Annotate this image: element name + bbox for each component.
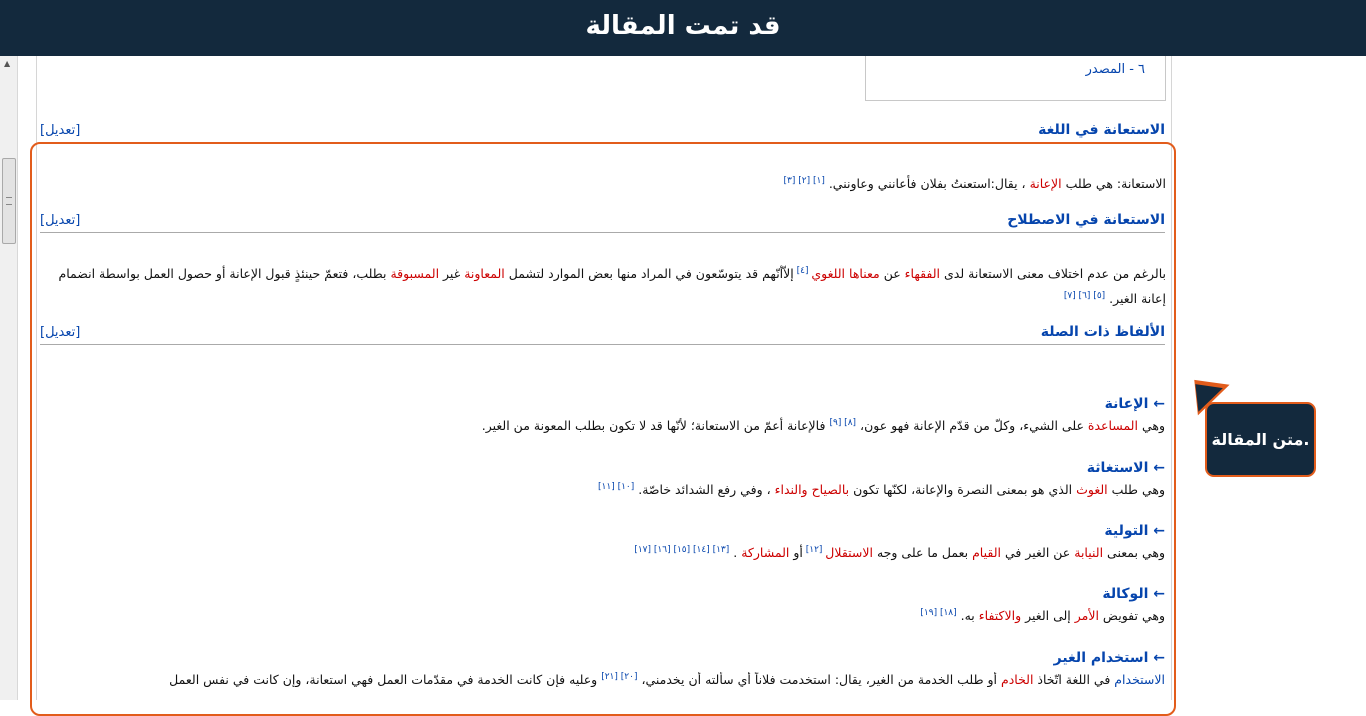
ref-links[interactable]: [٥] [٦] [٧] (1063, 291, 1106, 302)
link-qiyam[interactable]: القيام (972, 545, 1001, 561)
ref-links[interactable]: [١٨] [١٩] (920, 608, 957, 618)
link-muawana[interactable]: المعاونة (464, 266, 505, 282)
edit-link-lugha[interactable]: [تعديل] (40, 123, 81, 138)
term-title-iana[interactable]: ← الإعانة (1104, 396, 1165, 412)
link-fuqaha[interactable]: الفقهاء (904, 266, 941, 282)
link-niyaba[interactable]: النيابة (1074, 545, 1104, 561)
table-of-contents (865, 56, 1166, 101)
banner-title: قد تمت المقالة (585, 11, 781, 41)
link-iana[interactable]: الإعانة (1029, 176, 1062, 192)
ref-links[interactable]: [١] [٢] [٣] (783, 176, 825, 186)
section-heading-istilah (40, 212, 1165, 233)
callout-label: متن المقالة. (1211, 430, 1310, 449)
ref-link[interactable]: [٤] (793, 266, 812, 276)
section-title-istilah: الاستعانة في الاصطلاح (1007, 212, 1165, 228)
article-content-frame (36, 56, 1172, 700)
term-def-wakala: وهي تفويض الأمر إلى الغير والاكتفاء به. [١٨] [١٩] (920, 608, 1165, 624)
term-title-wakala[interactable]: ← الوكالة (1102, 586, 1165, 602)
toc-item-source[interactable]: ٦ - المصدر (1085, 62, 1145, 77)
link-khadim[interactable]: الخادم (1000, 672, 1034, 688)
scrollbar-thumb[interactable] (2, 158, 16, 244)
link-siyah[interactable]: بالصياح والنداء (774, 482, 850, 498)
link-iktifa[interactable]: والاكتفاء (978, 608, 1022, 624)
ref-links[interactable]: [٨] [٩] (829, 418, 857, 428)
link-ghawth[interactable]: الغوث (1076, 482, 1108, 498)
edit-link-alfaz[interactable]: [تعديل] (40, 325, 81, 340)
term-def-tawliya: وهي بمعنى النيابة عن الغير في القيام بعمل ما على وجه الاستقلال [١٢] أو المشاركة . [١٣] [١٤] [١٥] [١٦] [١٧] (634, 545, 1165, 561)
ref-links[interactable]: [٢٠] [٢١] (601, 672, 638, 682)
link-istiqlal[interactable]: الاستقلال (825, 545, 873, 561)
section-heading-alfaz (40, 324, 1165, 345)
callout-article-body (1205, 402, 1316, 477)
term-def-iana: وهي المساعدة على الشيء، وكلّ من قدّم الإعانة فهو عون، [٨] [٩] فالإعانة أعمّ من الاستعانة؛ لأنّها قد لا تكون بطلب المعونة من الغير. (481, 418, 1165, 434)
scroll-up-arrow-icon[interactable]: ▲ (4, 59, 11, 68)
ref-links[interactable]: [١٠] [١١] (598, 482, 635, 492)
link-musharaka[interactable]: المشاركة (741, 545, 790, 561)
link-amr[interactable]: الأمر (1074, 608, 1099, 624)
ref-links[interactable]: [١٣] [١٤] [١٥] [١٦] [١٧] (634, 545, 730, 555)
link-masbuqa[interactable]: المسبوقة (390, 266, 440, 282)
vertical-scrollbar[interactable] (0, 56, 18, 700)
section-heading-lugha (40, 122, 1165, 143)
term-title-tawliya[interactable]: ← التولية (1104, 523, 1165, 539)
section-title-lugha: الاستعانة في اللغة (1038, 122, 1165, 138)
term-def-istikhdam: الاستخدام في اللغة اتّخاذ الخادم أو طلب الخدمة من الغير، يقال: استخدمت فلاناً أي سألته أن يخدمني، [٢٠] [٢١] وعليه فإن كانت الخدمة في مقدّمات العمل فهي استعانة، وإن كانت في نفس العمل (169, 672, 1165, 688)
grip-icon (6, 197, 12, 205)
edit-link-istilah[interactable]: [تعديل] (40, 213, 81, 228)
article-completed-banner (0, 0, 1366, 56)
ref-link[interactable]: [١٢] (802, 545, 826, 555)
section-title-alfaz: الألفاظ ذات الصلة (1040, 324, 1165, 340)
paragraph-lugha: الاستعانة: هي طلب الإعانة ، يقال:استعنتُ بفلان فأعانني وعاونني. [١] [٢] [٣] (783, 176, 1166, 192)
term-def-istighatha: وهي طلب الغوث الذي هو بمعنى النصرة والإعانة، لكنّها تكون بالصياح والنداء ، وفي رفع الشدائد خاصّة. [١٠] [١١] (598, 482, 1165, 498)
term-title-istighatha[interactable]: ← الاستغاثة (1086, 460, 1165, 476)
paragraph-istilah: بالرغم من عدم اختلاف معنى الاستعانة لدى الفقهاء عن معناها اللغوي [٤] إلاّأنّهم قد يتوسّعون في المراد منها بعض الموارد لتشمل المعاونة غير المسبوقة بطلب، فتعمّ حينئذٍ قبول الإعانة أو حصول العمل بواسطة انضمام إعانة الغير. [٥] [٦] [٧] (58, 266, 1166, 307)
term-title-istikhdam[interactable]: ← استخدام الغير (1053, 650, 1165, 666)
link-musaada[interactable]: المساعدة (1087, 418, 1138, 434)
link-lughawi[interactable]: معناها اللغوي (811, 266, 880, 282)
link-istikhdam[interactable]: الاستخدام (1114, 672, 1165, 688)
